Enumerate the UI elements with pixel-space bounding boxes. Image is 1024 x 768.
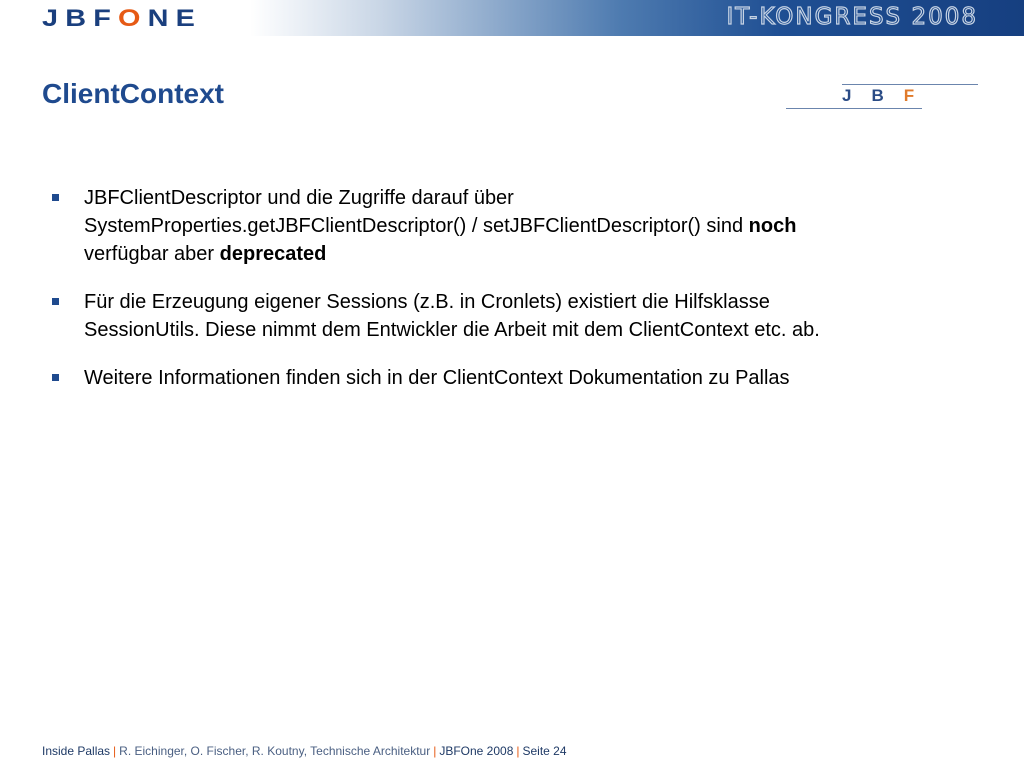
jbf-logo-letters: [842, 86, 934, 106]
footer-separator: |: [433, 744, 437, 758]
bullet-text: Weitere Informationen finden sich in der ClientContext Dokumentation zu Pallas: [84, 367, 790, 389]
bullet-list: [52, 184, 952, 412]
bullet-square-icon: [52, 374, 59, 381]
bullet-emphasis: deprecated: [219, 243, 327, 265]
footer-separator: |: [516, 744, 520, 758]
logo-rule-top: [842, 84, 978, 85]
list-item: [52, 184, 952, 268]
header-banner: [0, 0, 1024, 36]
bullet-text: SessionUtils. Diese nimmt dem Entwickler die Arbeit mit dem ClientContext etc. ab.: [84, 319, 820, 341]
footer-authors: R. Eichinger, O. Fischer, R. Koutny, Technische Architektur: [119, 744, 431, 758]
footer-title: Inside Pallas: [42, 744, 111, 758]
logo-text-a: JBF: [42, 5, 119, 32]
jbf-logo: [786, 84, 978, 112]
bullet-square-icon: [52, 194, 59, 201]
bullet-square-icon: [52, 298, 59, 305]
logo-rule-bottom: [786, 108, 922, 109]
logo-text-o: O: [118, 5, 148, 32]
footer-event: JBFOne 2008: [439, 744, 514, 758]
bullet-text: SystemProperties.getJBFClientDescriptor() / setJBFClientDescriptor() sind: [84, 215, 749, 237]
bullet-emphasis: noch: [748, 215, 797, 237]
footer: [42, 744, 567, 758]
footer-separator: |: [113, 744, 117, 758]
list-item: [52, 288, 952, 344]
bullet-text: JBFClientDescriptor und die Zugriffe darauf über: [84, 187, 514, 209]
list-item: [52, 364, 952, 392]
jbfone-logo: [42, 5, 202, 33]
logo-letter-f: F: [903, 86, 935, 105]
slide-title: ClientContext: [42, 78, 224, 109]
bullet-text: verfügbar aber: [84, 243, 220, 265]
logo-text-c: NE: [147, 5, 203, 32]
page-number: Seite 24: [522, 744, 567, 758]
event-title: IT-KONGRESS 2008: [726, 4, 978, 30]
bullet-text: Für die Erzeugung eigener Sessions (z.B. in Cronlets) existiert die Hilfsklasse: [84, 291, 770, 313]
logo-letter-b: B: [871, 86, 904, 105]
logo-letter-j: J: [842, 86, 872, 105]
